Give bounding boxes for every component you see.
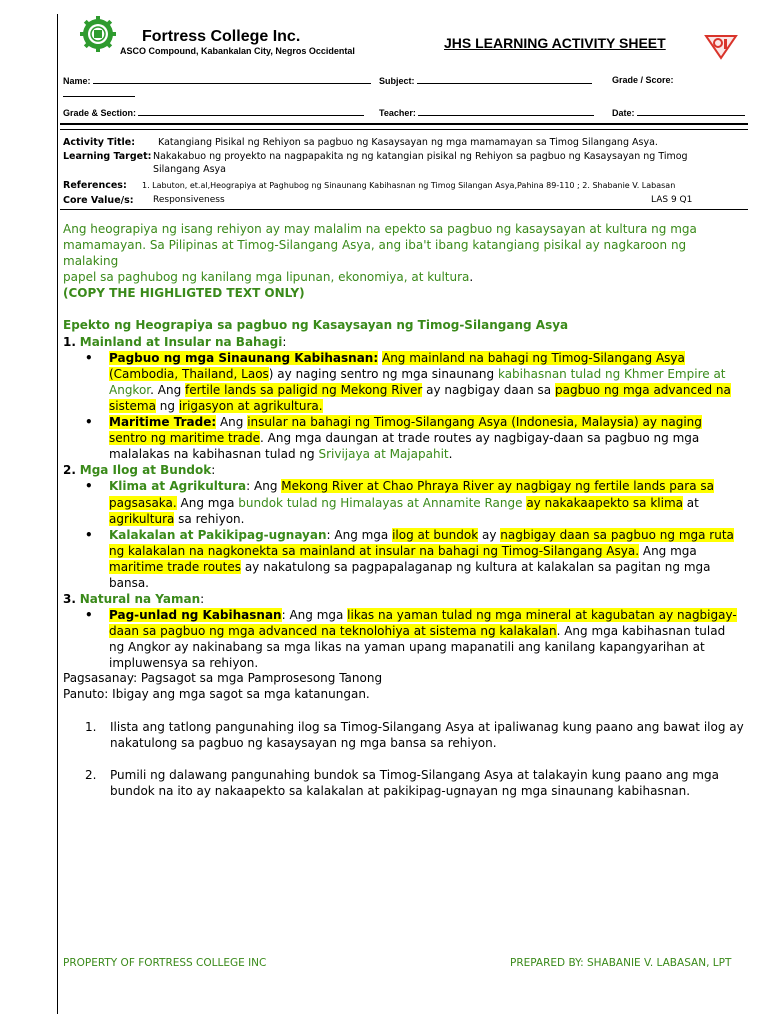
section-2-title: 2. Mga Ilog at Bundok: (63, 463, 216, 478)
las-code: LAS 9 Q1 (651, 195, 693, 205)
learning-target-value: Nakakabuo ng proyekto na nagpapakita ng ng katangian pisikal ng Rehiyon sa pagbuo ng Kasaysayan ng Timog (153, 151, 688, 162)
sheet-title: JHS LEARNING ACTIVITY SHEET (444, 35, 666, 51)
meta-divider (60, 209, 748, 210)
school-address: ASCO Compound, Kabankalan City, Negros Occidental (120, 46, 355, 56)
core-values-value: Responsiveness (153, 195, 225, 205)
references-value: 1. Labuton, et.al,Heograpiya at Paghubog ng Sinaunang Kabihasnan ng Timog Silangan Asya,Pahina 89-110 ; 2. Shabanie V. Labasan (142, 181, 676, 190)
college-seal-icon (80, 16, 116, 52)
section-3-title: 3. Natural na Yaman: (63, 592, 205, 607)
intro-paragraph: Ang heograpiya ng isang rehiyon ay may malalim na epekto sa pagbuo ng kasaysayan at kultura ng mga mamamayan. Sa Pilipinas at Timog-Silangang Asya, ang iba't ibang katangiang pisikal ay nagkaroon ng malaking papel sa paghubog ng kanilang mga lipunan, ekonomiya, at kultura. (63, 222, 697, 285)
date-field[interactable]: Date: (612, 107, 745, 118)
core-values-label: Core Value/s: (63, 195, 134, 206)
activity-title-value: Katangiang Pisikal ng Rehiyon sa pagbuo ng Kasaysayan ng mga mamamayan sa Timog Silangang Asya. (158, 137, 658, 148)
question-1: 1. Ilista ang tatlong pangunahing ilog sa Timog-Silangang Asya at ipaliwanag kung paano ang bawat ilog ay nakatulong sa pagbuo ng kasaysayan ng mga bansa sa rehiyon. (85, 720, 744, 750)
grade-score-field-line[interactable] (63, 88, 135, 99)
question-2: 2. Pumili ng dalawang pangunahing bundok sa Timog-Silangang Asya at talakayin kung paano ang mga bundok na ito ay nakaapekto sa kalakalan at pakikipag-ugnayan ng mga sinaunang kabihasnan. (85, 768, 719, 798)
copy-note: (COPY THE HIGHLIGTED TEXT ONLY) (63, 286, 305, 301)
section-2-list (63, 478, 743, 591)
activity-title-label: Activity Title: (63, 137, 136, 148)
left-margin-rule (57, 14, 58, 1014)
exercise-title: Pagsasanay: Pagsagot sa mga Pamprosesong Tanong (63, 671, 383, 685)
corner-emblem-icon (704, 32, 738, 60)
references-label: References: (63, 180, 127, 191)
list-item: • Maritime Trade: Ang insular na bahagi ng Timog-Silangang Asya (Indonesia, Malaysia) ay naging sentro ng maritime trade. Ang mga daungan at trade routes ay nagbigay-daan sa pagbuo ng mga malalakas na kabihasnan tulad ng Srivijaya at Majapahit. (109, 414, 743, 462)
grade-section-field[interactable]: Grade & Section: (63, 107, 364, 118)
exercise-instruction: Panuto: Ibigay ang mga sagot sa mga katanungan. (63, 687, 370, 701)
school-name: Fortress College Inc. (142, 28, 301, 45)
footer-prepared-by: PREPARED BY: SHABANIE V. LABASAN, LPT (510, 957, 732, 969)
section-heading: Epekto ng Heograpiya sa pagbuo ng Kasaysayan ng Timog-Silangang Asya (63, 318, 569, 333)
list-item: • Pag-unlad ng Kabihasnan: Ang mga likas na yaman tulad ng mga mineral at kagubatan ay nagbigay-daan sa pagbuo ng mga advanced na teknolohiya at sistema ng kalakalan. Ang mga kabihasnan tulad ng Angkor ay nakinabang sa mga likas na yaman upang mapanatili ang kanilang kapangyarihan at impluwensya sa rehiyon. (109, 607, 743, 671)
header-divider (60, 123, 748, 125)
lesson-content (63, 221, 743, 672)
section-1-title: 1. Mainland at Insular na Bahagi: (63, 334, 287, 349)
header-divider-thin (60, 129, 748, 130)
name-field[interactable]: Name: (63, 75, 371, 86)
section-1-list (63, 350, 743, 463)
learning-target-value-2: Silangang Asya (153, 164, 226, 175)
teacher-field[interactable]: Teacher: (379, 107, 594, 118)
learning-target-label: Learning Target: (63, 151, 152, 162)
list-item: • Klima at Agrikultura: Ang Mekong River at Chao Phraya River ay nagbigay ng fertile lands para sa pagsasaka. Ang mga bundok tulad ng Himalayas at Annamite Range ay nakakaapekto sa klima at agrikultura sa rehiyon. (109, 478, 743, 526)
list-item: • Pagbuo ng mga Sinaunang Kabihasnan: Ang mainland na bahagi ng Timog-Silangang Asya (Cambodia, Thailand, Laos) ay naging sentro ng mga sinaunang kabihasnan tulad ng Khmer Empire at Angkor. Ang fertile lands sa paligid ng Mekong River ay nagbigay daan sa pagbuo ng mga advanced na sistema ng irigasyon at agrikultura. (109, 350, 743, 414)
section-3-list (63, 607, 743, 671)
list-item: • Kalakalan at Pakikipag-ugnayan: Ang mga ilog at bundok ay nagbigay daan sa pagbuo ng mga ruta ng kalakalan na nagkonekta sa mainland at insular na bahagi ng Timog-Silangang Asya. Ang mga maritime trade routes ay nakatulong sa pagpapalaganap ng kultura at kalakalan sa pagitan ng mga bansa. (109, 527, 743, 591)
footer-property: PROPERTY OF FORTRESS COLLEGE INC (63, 957, 267, 969)
grade-score-field[interactable]: Grade / Score: (612, 75, 674, 85)
subject-field[interactable]: Subject: (379, 75, 592, 86)
